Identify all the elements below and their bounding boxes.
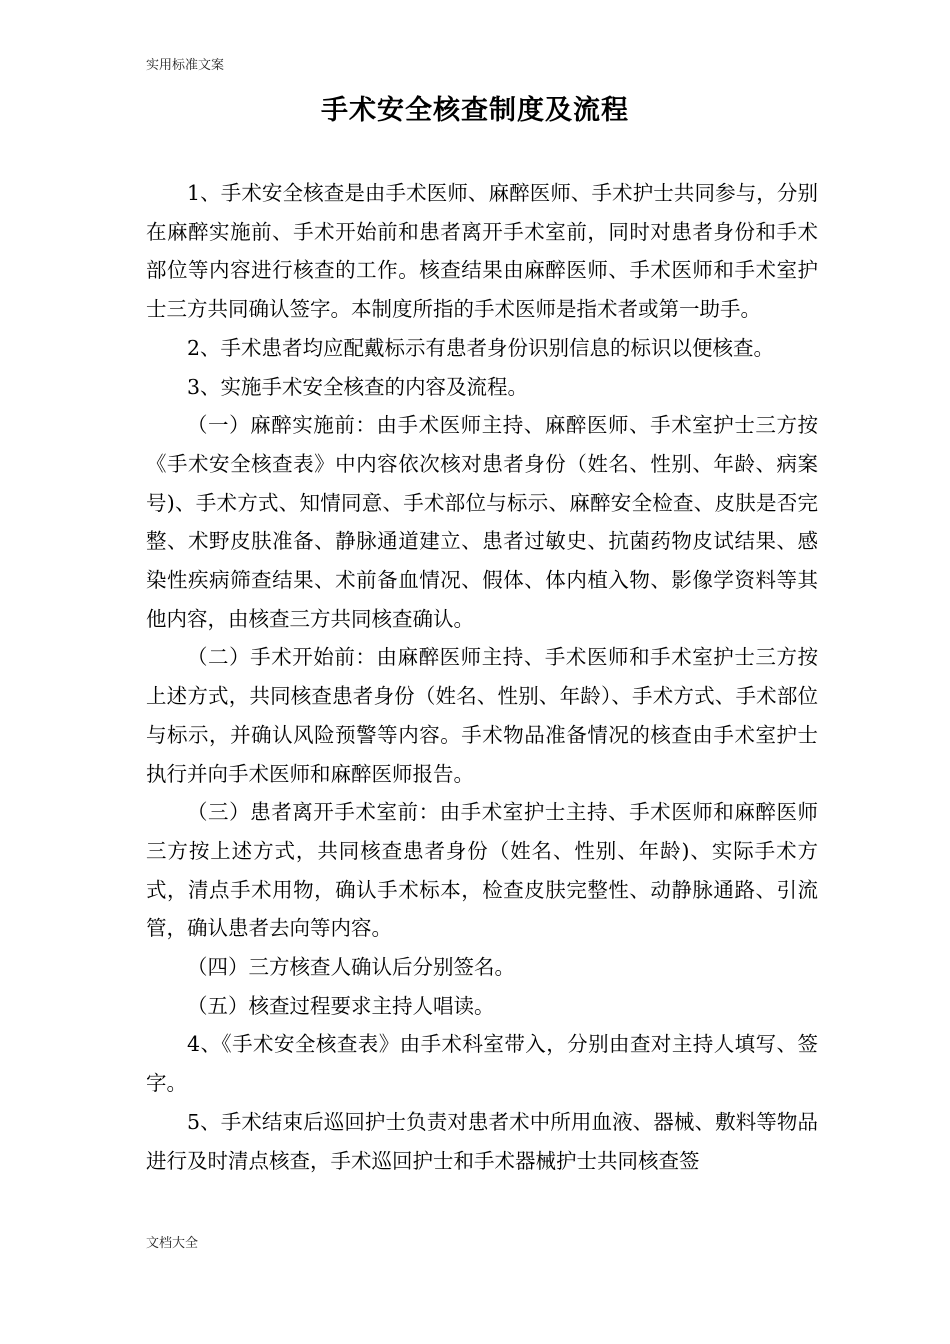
page-footer-note: 文档大全	[146, 1236, 199, 1251]
paragraph-1: 1、手术安全核查是由手术医师、麻醉医师、手术护士共同参与，分别在麻醉实施前、手术开始前和患者离开手术室前，同时对患者身份和手术部位等内容进行核查的工作。核查结果由麻醉医师、手术医师和手术室护士三方共同确认签字。本制度所指的手术医师是指术者或第一助手。	[146, 181, 818, 322]
paragraph-2: 2、手术患者均应配戴标示有患者身份识别信息的标识以便核查。	[187, 335, 775, 360]
paragraph-3: 3、实施手术安全核查的内容及流程。	[187, 374, 529, 399]
paragraph-3-5: （五）核查过程要求主持人唱读。	[187, 993, 495, 1018]
document-title: 手术安全核查制度及流程	[321, 95, 629, 126]
paragraph-3-1: （一）麻醉实施前：由手术医师主持、麻醉医师、手术室护士三方按《手术安全核查表》中内容依次核对患者身份（姓名、性别、年龄、病案号)、手术方式、知情同意、手术部位与标示、麻醉安全检查、皮肤是否完整、术野皮肤准备、静脉通道建立、患者过敏史、抗菌药物皮试结果、感染性疾病筛查结果、术前备血情况、假体、体内植入物、影像学资料等其他内容，由核查三方共同核查确认。	[146, 413, 818, 631]
paragraph-4: 4、《手术安全核查表》由手术科室带入，分别由查对主持人填写、签字。	[146, 1032, 818, 1096]
paragraph-3-4: （四）三方核查人确认后分别签名。	[187, 955, 515, 980]
document-body	[146, 174, 818, 1180]
paragraph-5: 5、手术结束后巡回护士负责对患者术中所用血液、器械、敷料等物品进行及时清点核查，手术巡回护士和手术器械护士共同核查签	[146, 1109, 818, 1173]
page-header-note: 实用标准文案	[146, 58, 225, 73]
paragraph-3-3: （三）患者离开手术室前：由手术室护士主持、手术医师和麻醉医师三方按上述方式，共同核查患者身份（姓名、性别、年龄)、实际手术方式，清点手术用物，确认手术标本，检查皮肤完整性、动静脉通路、引流管，确认患者去向等内容。	[146, 800, 818, 941]
paragraph-3-2: （二）手术开始前：由麻醉医师主持、手术医师和手术室护士三方按上述方式，共同核查患者身份（姓名、性别、年龄）、手术方式、手术部位与标示，并确认风险预警等内容。手术物品准备情况的核查由手术室护士执行并向手术医师和麻醉医师报告。	[146, 645, 818, 786]
